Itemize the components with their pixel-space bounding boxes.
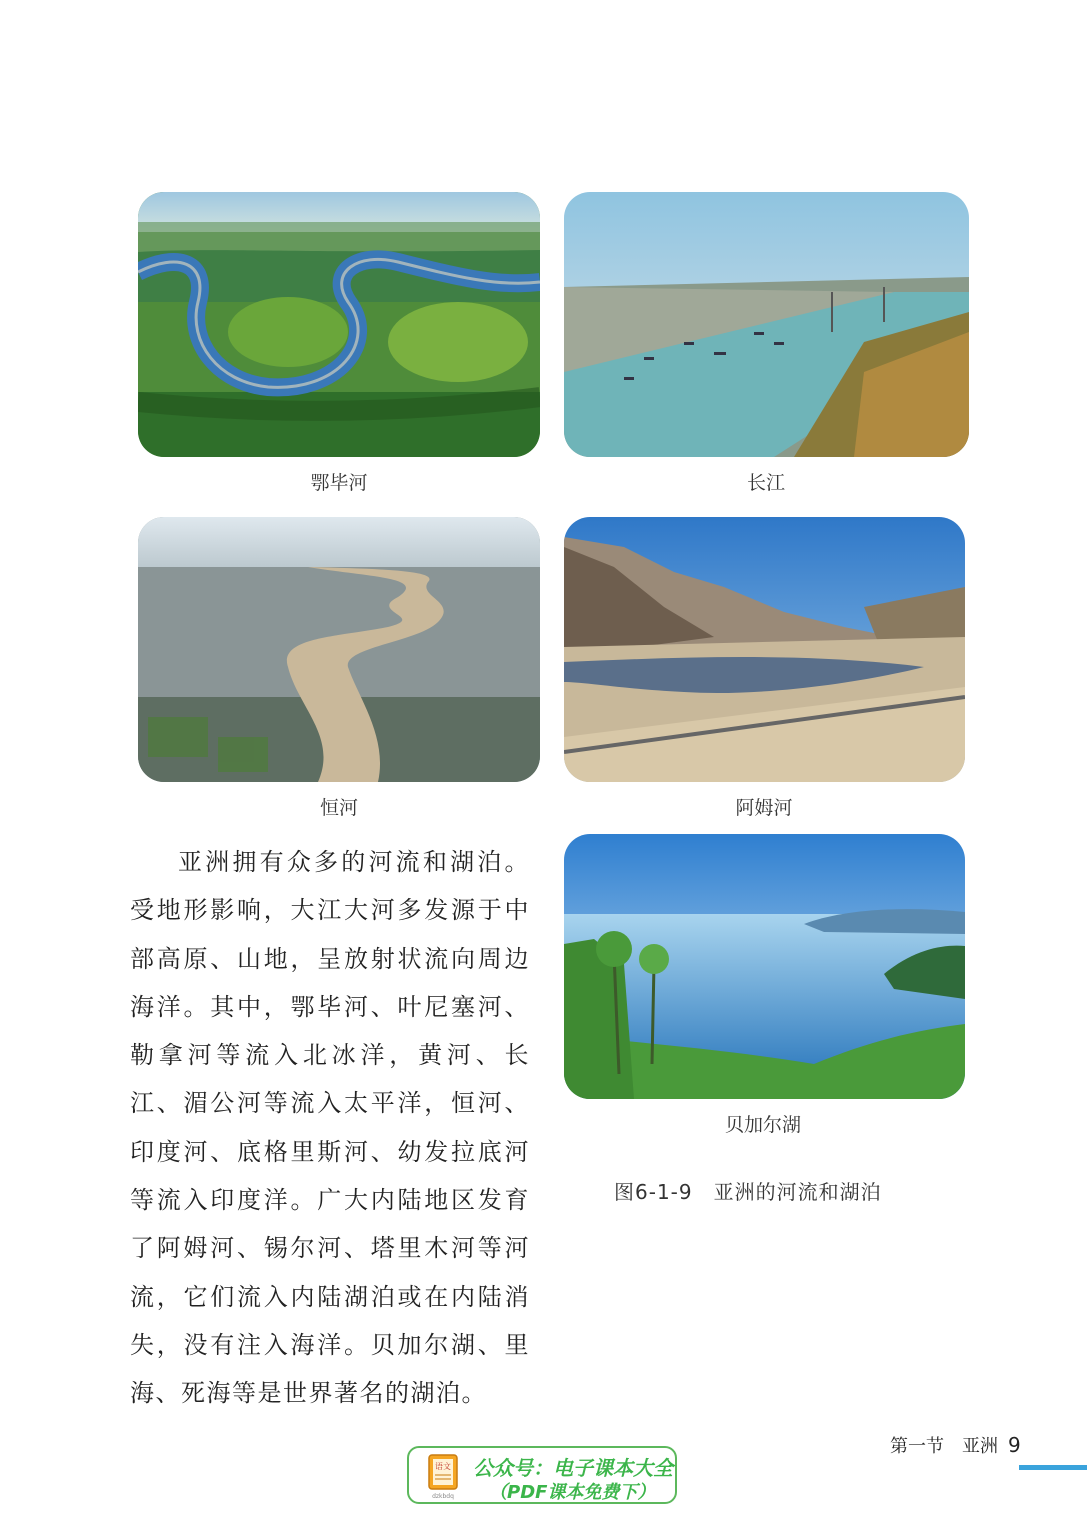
caption-amu-darya: 阿姆河 [735, 797, 793, 819]
section-label: 第一节 亚洲 [890, 1436, 998, 1457]
caption-ob-river: 鄂毕河 [310, 472, 368, 494]
body-paragraph: 亚洲拥有众多的河流和湖泊。受地形影响，大江大河多发源于中部高原、山地，呈放射状流向周边海洋。其中，鄂毕河、叶尼塞河、勒拿河等流入北冰洋，黄河、长江、湄公河等流入太平洋，恒河、印度河、底格里斯河、幼发拉底河等流入印度洋。广大内陆地区发育了阿姆河、锡尔河、塔里木河等河流，它们流入内陆湖泊或在内陆消失，没有注入海洋。贝加尔湖、里海、死海等是世界著名的湖泊。 [130, 848, 530, 1408]
watermark-stamp [407, 1446, 677, 1504]
caption-baikal: 贝加尔湖 [724, 1114, 801, 1136]
amu-darya-image [564, 517, 965, 782]
caption-ganges: 恒河 [319, 797, 358, 819]
book-logo-icon [423, 1451, 463, 1501]
stamp-line1: 公众号：电子课本大全 [473, 1456, 673, 1480]
footer-accent-bar [1019, 1465, 1087, 1470]
page-number: 9 [1008, 1433, 1021, 1457]
photo-ob-river [138, 192, 540, 457]
caption-yangtze: 长江 [746, 472, 785, 494]
photo-amu-darya [564, 517, 965, 782]
page-footer [890, 1432, 1021, 1458]
baikal-image [564, 834, 965, 1099]
yangtze-image [564, 192, 969, 457]
stamp-line2: （PDF课本免费下） [489, 1482, 656, 1503]
logo-text: 语文 [435, 1462, 451, 1471]
photo-baikal [564, 834, 965, 1099]
photo-ganges [138, 517, 540, 782]
logo-sub-text: dzkbdq [432, 1493, 454, 1500]
figure-title: 图6-1-9 亚洲的河流和湖泊 [614, 1180, 882, 1204]
photo-yangtze [564, 192, 969, 457]
ganges-image [138, 517, 540, 782]
ob-river-image [138, 192, 540, 457]
